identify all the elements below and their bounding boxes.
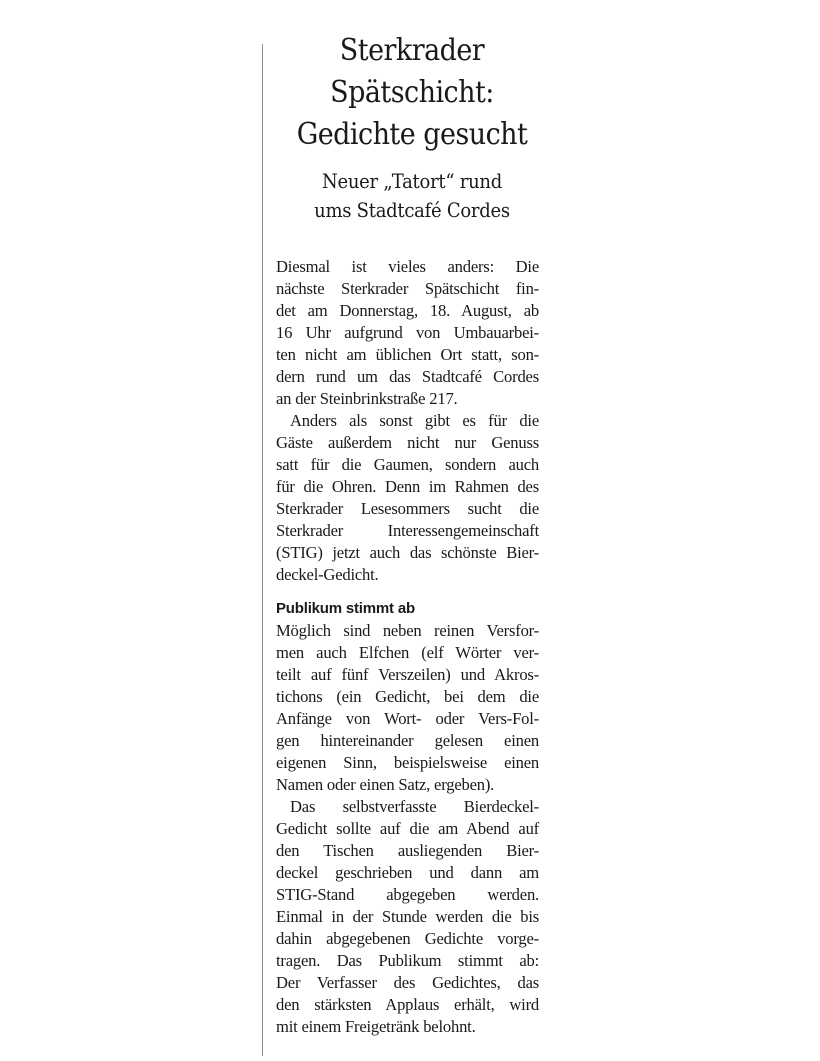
text-line: ten nicht am üblichen Ort statt, son- [276, 345, 539, 364]
text-line: deckel-Gedicht. [276, 565, 379, 584]
text-line: deckel geschrieben und dann am [276, 863, 539, 882]
text-line: Einmal in der Stunde werden die bis [276, 907, 539, 926]
text-line: tragen. Das Publikum stimmt ab: [276, 951, 539, 970]
subheadline-line: ums Stadtcafé Cordes [314, 198, 510, 222]
subheadline-line: Neuer „Tatort“ rund [321, 169, 502, 193]
text-line: Der Verfasser des Gedichtes, das [276, 973, 539, 992]
article-headline [286, 30, 538, 156]
article-subheadline [286, 167, 538, 225]
text-line: Sterkrader Interessengemeinschaft [276, 521, 539, 540]
text-line: gen hintereinander gelesen einen [276, 731, 539, 750]
text-line: satt für die Gaumen, sondern auch [276, 455, 539, 474]
text-line: Anders als sonst gibt es für die [290, 411, 539, 430]
text-line: det am Donnerstag, 18. August, ab [276, 301, 539, 320]
headline-line: Spätschicht: [330, 75, 494, 110]
paragraph-1 [276, 256, 539, 410]
text-line: mit einem Freigetränk belohnt. [276, 1017, 476, 1036]
text-line: tichons (ein Gedicht, bei dem die [276, 687, 539, 706]
headline-line: Gedichte gesucht [296, 117, 528, 152]
text-line: STIG-Stand abgegeben werden. [276, 885, 539, 904]
text-line: den Tischen ausliegenden Bier- [276, 841, 539, 860]
text-line: dahin abgegebenen Gedichte vorge- [276, 929, 539, 948]
text-line: Möglich sind neben reinen Versfor- [276, 621, 539, 640]
text-line: men auch Elfchen (elf Wörter ver- [276, 643, 539, 662]
paragraph-2 [276, 410, 539, 586]
text-line: Gäste außerdem nicht nur Genuss [276, 433, 539, 452]
text-line: Namen oder einen Satz, ergeben). [276, 775, 495, 794]
text-line: eigenen Sinn, beispielsweise einen [276, 753, 539, 772]
headline-line: Sterkrader [339, 33, 485, 68]
text-line: Diesmal ist vieles anders: Die [276, 257, 539, 276]
text-line: 16 Uhr aufgrund von Umbauarbei- [276, 323, 539, 342]
paragraph-4 [276, 796, 539, 1038]
text-line: teilt auf fünf Verszeilen) und Akros- [276, 665, 539, 684]
text-line: nächste Sterkrader Spätschicht fin- [276, 279, 539, 298]
paragraph-3 [276, 620, 539, 796]
text-line: für die Ohren. Denn im Rahmen des [276, 477, 539, 496]
text-line: (STIG) jetzt auch das schönste Bier- [276, 543, 539, 562]
section-subheading: Publikum stimmt ab [276, 600, 415, 617]
text-line: Gedicht sollte auf die am Abend auf [276, 819, 539, 838]
text-line: Anfänge von Wort- oder Vers-Fol- [276, 709, 539, 728]
column-rule [262, 44, 263, 1056]
text-line: Sterkrader Lesesommers sucht die [276, 499, 539, 518]
text-line: an der Steinbrinkstraße 217. [276, 389, 458, 408]
text-line: Das selbstverfasste Bierdeckel- [290, 797, 539, 816]
text-line: den stärksten Applaus erhält, wird [276, 995, 539, 1014]
text-line: dern rund um das Stadtcafé Cordes [276, 367, 539, 386]
